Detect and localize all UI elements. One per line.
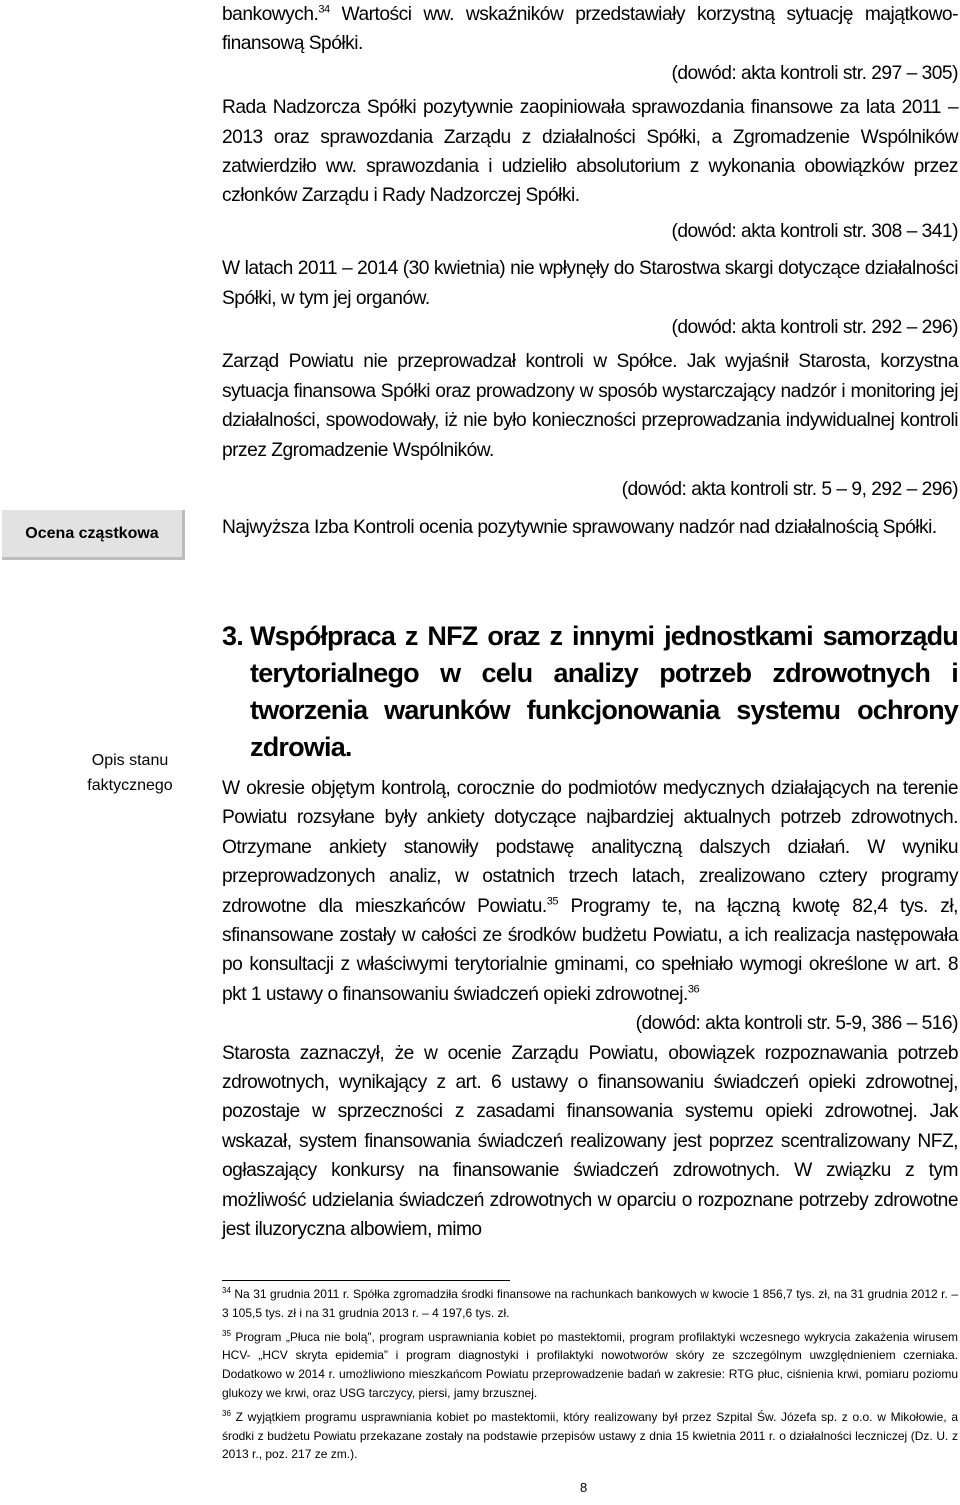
section-title: Współpraca z NFZ oraz z innymi jednostkami samorządu terytorialnego w celu analizy potrzeb zdrowotnych i tworzenia warunków funkcjonowania systemu ochrony zdrowia. <box>250 621 958 762</box>
assessment-label-box <box>2 510 185 560</box>
section-number: 3. <box>222 621 243 651</box>
assessment-text: Najwyższa Izba Kontroli ocenia pozytywnie sprawowany nadzór nad działalnością Spółki. <box>222 516 937 538</box>
footnotes <box>222 1285 958 1469</box>
evidence-citation: (dowód: akta kontroli str. 297 – 305) <box>671 62 958 84</box>
footnote-ref[interactable]: 36 <box>687 983 700 996</box>
side-label: Opis stanu faktycznego <box>87 752 173 794</box>
evidence-citation: (dowód: akta kontroli str. 5 – 9, 292 – 296) <box>621 479 958 501</box>
paragraph: Rada Nadzorcza Spółki pozytywnie zaopiniowała sprawozdania finansowe za lata 2011 – 2013 oraz sprawozdania Zarządu z działalności Spółki, a Zgromadzenie Wspólników zatwierdziło ww. sprawozdania i udzieliło absolutorium z wykonania obowiązków przez członków Zarządu i Rady Nadzorczej Spółki. <box>222 97 958 207</box>
paragraph: Starosta zaznaczył, że w ocenie Zarządu Powiatu, obowiązek rozpoznawania potrzeb zdrowotnych, wynikający z art. 6 ustawy o finansowaniu świadczeń opieki zdrowotnej, pozostaje w sprzeczności z zasadami finansowania systemu opieki zdrowotnej. Jak wskazał, system finansowania świadczeń realizowany jest poprzez scentralizowany NFZ, ogłaszający konkursy na finansowanie świadczeń zdrowotnych. W związku z tym możliwość udzielania świadczeń zdrowotnych w oparciu o rozpoznane potrzeby zdrowotne jest iluzoryczna albowiem, mimo <box>222 1042 958 1241</box>
footnote: $^{35}$ Program „Płuca nie bolą”, program usprawniania kobiet po mastektomii, program profilaktyki wczesnego wykrycia zakażenia wirusem HCV- „HCV skryta epidemia” i program diagnostyki i profilaktyki nowotworów skóry ze szczególnym uwzględnieniem czerniaka. Dodatkowo w 2014 r. umożliwiono mieszkańcom Powiatu przeprowadzenie badań w zakresie: RTG płuc, ciśnienia krwi, pomiaru poziomu glukozy we krwi, oraz USG tarczycy, piersi, jamy brzusznej. <box>222 1328 958 1400</box>
paragraph: W latach 2011 – 2014 (30 kwietnia) nie wpłynęły do Starostwa skargi dotyczące działalności Spółki, w tym jej organów. <box>222 258 958 309</box>
assessment-label: Ocena cząstkowa <box>25 524 159 542</box>
evidence-citation: (dowód: akta kontroli str. 292 – 296) <box>671 317 958 339</box>
paragraph: W okresie objętym kontrolą, corocznie do podmiotów medycznych działających na terenie Powiatu rozsyłane były ankiety dotyczące najbardziej aktualnych potrzeb zdrowotnych. Otrzymane ankiety stanowiły podstawę analityczną dalszych działań. W wyniku przeprowadzonych analiz, w ostatnich trzech latach, zrealizowano cztery programy zdrowotne dla mieszkańców Powiatu.$^{35}$ Programy te, na łączną kwotę 82,4 tys. zł, sfinansowane zostały w całości ze środków budżetu Powiatu, a ich realizacja następowała po konsultacji z właściwymi terytorialnie gminami, co spełniało wymogi określone w art. 8 pkt 1 ustawy o finansowaniu świadczeń opieki zdrowotnej.$^{36}$ <box>222 778 958 1005</box>
footnote-separator <box>222 1280 510 1281</box>
footnote: $^{34}$ Na 31 grudnia 2011 r. Spółka zgromadziła środki finansowe na rachunkach bankowych w kwocie 1 856,7 tys. zł, na 31 grudnia 2012 r. – 3 105,5 tys. zł i na 31 grudnia 2013 r. – 4 197,6 tys. zł. <box>222 1286 958 1320</box>
page-number: 8 <box>580 1480 588 1495</box>
evidence-citation: (dowód: akta kontroli str. 308 – 341) <box>671 220 958 242</box>
footnote-ref[interactable]: 34 <box>318 3 330 16</box>
paragraph: bankowych.$^{34}$ Wartości ww. wskaźników przedstawiały korzystną sytuację majątkowo-finansową Spółki. <box>222 3 958 55</box>
footnote-ref[interactable]: 35 <box>546 895 559 908</box>
section-heading <box>222 618 958 766</box>
top-body <box>222 0 958 542</box>
section-body <box>222 774 958 1245</box>
paragraph: Zarząd Powiatu nie przeprowadzał kontroli w Spółce. Jak wyjaśnił Starosta, korzystna sytuacja finansowa Spółki oraz prowadzony w sposób wystarczający nadzór i monitoring jej działalności, spowodowały, iż nie było konieczności przeprowadzania indywidualnej kontroli przez Zgromadzenie Wspólników. <box>222 351 958 461</box>
evidence-citation: (dowód: akta kontroli str. 5-9, 386 – 516) <box>635 1013 958 1035</box>
footnote: $^{36}$ Z wyjątkiem programu usprawniania kobiet po mastektomii, który realizowany był przez Szpital Św. Józefa sp. z o.o. w Mikołowie, a środki z budżetu Powiatu przekazane zostały na podstawie przepisów ustawy z dnia 15 kwietnia 2011 r. o działalności leczniczej (Dz. U. z 2013 r., poz. 217 ze zm.). <box>222 1408 958 1462</box>
